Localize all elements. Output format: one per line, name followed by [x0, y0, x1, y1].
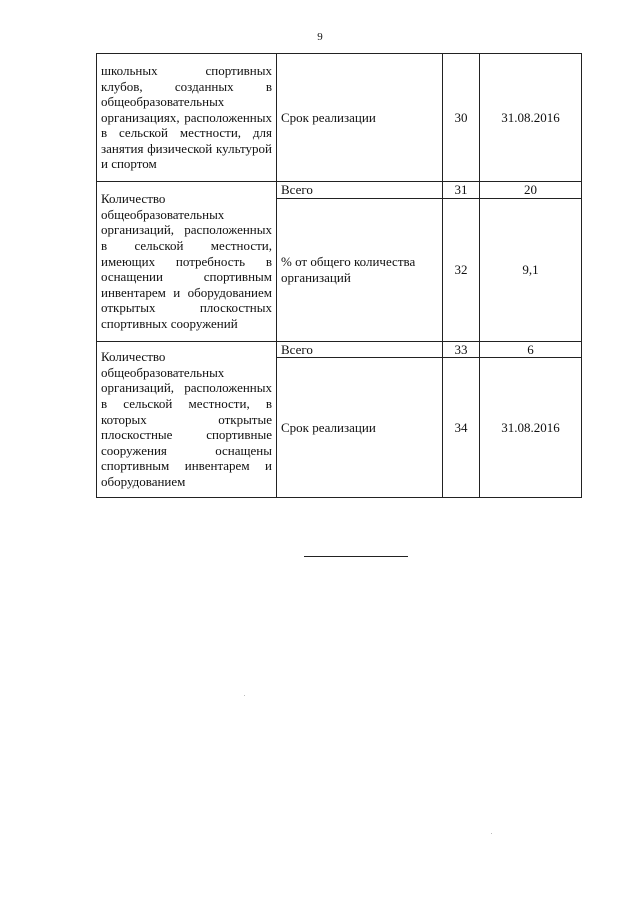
indicator-cell: Всего: [277, 341, 443, 358]
value-cell: 31.08.2016: [480, 358, 582, 498]
indicator-cell: Всего: [277, 182, 443, 199]
indicator-cell: Срок реализации: [277, 54, 443, 182]
scan-speck: [491, 833, 492, 834]
table-row: [97, 54, 582, 182]
scan-speck: [244, 695, 245, 696]
page-number: 9: [317, 31, 323, 43]
indicators-table: [96, 53, 582, 498]
value-cell: 20: [480, 182, 582, 199]
number-cell: 34: [443, 358, 480, 498]
table-row: [97, 182, 582, 199]
number-cell: 31: [443, 182, 480, 199]
number-cell: 33: [443, 341, 480, 358]
value-cell: 31.08.2016: [480, 54, 582, 182]
value-cell: 9,1: [480, 198, 582, 341]
row-description: школьных спортивных клубов, созданных в общеобразовательных организациях, расположенных в сельской местности, для занятия физической культурой и спортом: [97, 54, 277, 182]
table-row: [97, 341, 582, 358]
number-cell: 30: [443, 54, 480, 182]
closing-rule: [304, 556, 408, 557]
value-cell: 6: [480, 341, 582, 358]
indicator-cell: % от общего количества организаций: [277, 198, 443, 341]
row-description: Количество общеобразовательных организаций, расположенных в сельской местности, в которых открытые плоскостные спортивные сооружения оснащены спортивным инвентарем и оборудованием: [97, 341, 277, 498]
indicator-cell: Срок реализации: [277, 358, 443, 498]
number-cell: 32: [443, 198, 480, 341]
row-description: Количество общеобразовательных организаций, расположенных в сельской местности, имеющих потребность в оснащении спортивным инвентарем и оборудованием открытых плоскостных спортивных сооружений: [97, 182, 277, 342]
